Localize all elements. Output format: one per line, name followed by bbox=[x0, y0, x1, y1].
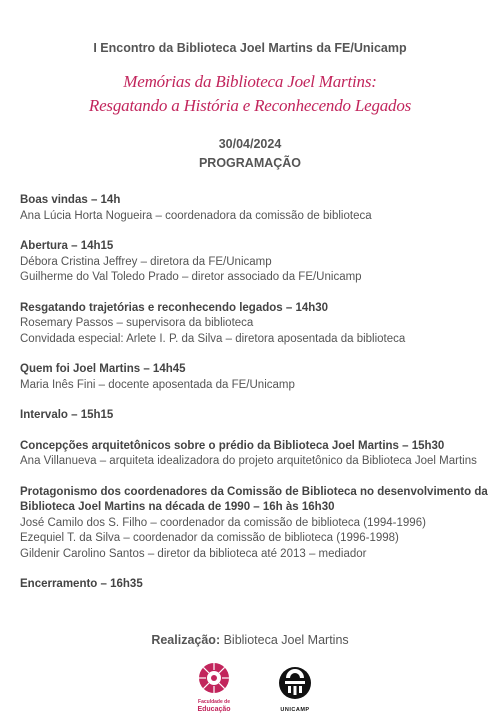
schedule-item-person: Guilherme do Val Toledo Prado – diretor associado da FE/Unicamp bbox=[20, 271, 362, 283]
schedule-item bbox=[20, 301, 490, 348]
unicamp-logo-caption: UNICAMP bbox=[280, 707, 310, 713]
schedule-item-title: Abertura – 14h15 bbox=[20, 240, 114, 252]
schedule-item bbox=[20, 485, 490, 563]
programacao-heading: PROGRAMAÇÃO bbox=[198, 156, 302, 170]
schedule-item-title: Boas vindas – 14h bbox=[20, 194, 121, 206]
schedule-item-title: Protagonismo dos coordenadores da Comissão de Biblioteca no desenvolvimento da Biblioteca Joel Martins na década de 1990 – 16h às 16h30 bbox=[20, 485, 488, 513]
event-name: I Encontro da Biblioteca Joel Martins da FE/Unicamp bbox=[93, 41, 407, 55]
fe-logo-caption bbox=[190, 700, 238, 714]
schedule-item bbox=[20, 362, 490, 393]
schedule bbox=[20, 193, 490, 608]
schedule-item-person: Ana Lúcia Horta Nogueira – coordenadora da comissão de biblioteca bbox=[20, 209, 372, 222]
schedule-item-person: Rosemary Passos – supervisora da biblioteca bbox=[20, 317, 254, 329]
schedule-item-person: José Camilo dos S. Filho – coordenador da comissão de biblioteca (1994-1996) bbox=[20, 516, 426, 529]
schedule-item-title: Quem foi Joel Martins – 14h45 bbox=[20, 363, 186, 375]
realizacao-label: Realização: bbox=[151, 633, 221, 647]
schedule-item-person: Gildenir Carolino Santos – diretor da biblioteca até 2013 – mediador bbox=[20, 547, 367, 560]
schedule-item-title: Intervalo – 15h15 bbox=[20, 409, 114, 421]
schedule-item-title: Encerramento – 16h35 bbox=[20, 578, 143, 590]
schedule-item-person: Convidada especial: Arlete I. P. da Silva – diretora aposentada da biblioteca bbox=[20, 332, 406, 345]
realizacao bbox=[0, 633, 500, 647]
fe-logo-line-2: Educação bbox=[197, 705, 231, 713]
event-date: 30/04/2024 bbox=[218, 137, 282, 151]
schedule-item bbox=[20, 577, 490, 593]
schedule-item bbox=[20, 193, 490, 224]
realizacao-value: Biblioteca Joel Martins bbox=[223, 633, 349, 647]
title-line-2: Resgatando a História e Reconhecendo Legados bbox=[88, 96, 412, 115]
schedule-item-person: Ezequiel T. da Silva – coordenador da comissão de biblioteca (1996-1998) bbox=[20, 532, 399, 544]
schedule-item bbox=[20, 408, 490, 424]
title-line-1: Memórias da Biblioteca Joel Martins: bbox=[123, 72, 377, 91]
schedule-item-person: Ana Villanueva – arquiteta idealizadora do projeto arquitetônico da Biblioteca Joel Martins bbox=[20, 455, 477, 467]
schedule-item bbox=[20, 439, 490, 470]
schedule-item-person: Maria Inês Fini – docente aposentada da FE/Unicamp bbox=[20, 378, 295, 391]
schedule-item bbox=[20, 239, 490, 286]
schedule-item-person: Débora Cristina Jeffrey – diretora da FE/Unicamp bbox=[20, 255, 272, 268]
fe-logo-line-1: Faculdade de bbox=[198, 699, 230, 705]
schedule-item-title: Resgatando trajetórias e reconhecendo legados – 14h30 bbox=[20, 301, 329, 314]
schedule-item-title: Concepções arquitetônicos sobre o prédio da Biblioteca Joel Martins – 15h30 bbox=[20, 439, 445, 452]
